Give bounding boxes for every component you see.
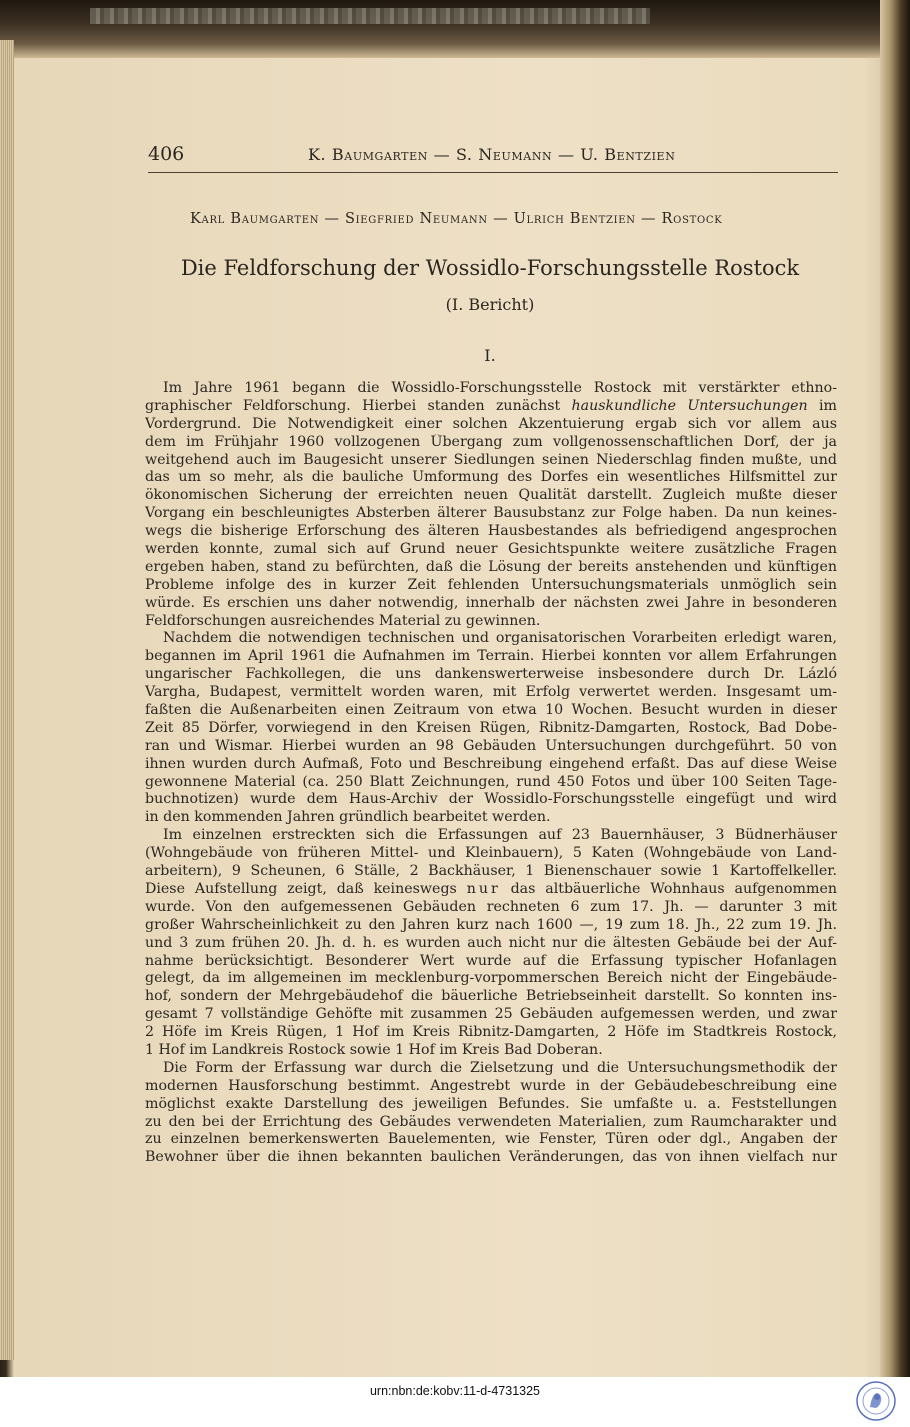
body-line: möglichst exakte Darstellung des jeweiligen Befundes. Sie umfaßte u. a. Feststellungen xyxy=(145,1095,837,1112)
body-line: 1 Hof im Landkreis Rostock sowie 1 Hof im Kreis Bad Doberan. xyxy=(145,1041,603,1058)
body-line: Im einzelnen erstreckten sich die Erfassungen auf 23 Bauernhäuser, 3 Büdnerhäuser xyxy=(163,827,837,844)
body-line: (Wohngebäude von früheren Mittel- und Kleinbauern), 5 Katen (Wohngebäude von Land- xyxy=(145,845,837,862)
page-number: 406 xyxy=(148,143,185,165)
body-line: hof, sondern der Mehrgebäudehof die bäuerliche Betriebseinheit darstellt. So konnten ins- xyxy=(145,988,837,1005)
body-line: faßten die Außenarbeiten einen Zeitraum von etwa 10 Wochen. Besucht wurden in dieser xyxy=(145,702,837,719)
article-title: Die Feldforschung der Wossidlo-Forschungsstelle Rostock xyxy=(180,256,800,280)
body-line: Feldforschungen ausreichendes Material zu gewinnen. xyxy=(145,612,541,629)
urn-identifier[interactable]: urn:nbn:de:kobv:11-d-4731325 xyxy=(369,1384,541,1398)
spaced-emphasis: nur xyxy=(466,880,501,897)
body-line: dem im Frühjahr 1960 vollzogenen Übergang zum vollgenossenschaftlichen Dorf, der ja xyxy=(145,433,837,450)
body-line: ihnen wurden durch Aufmaß, Foto und Beschreibung eingehend erfaßt. Das auf diese Weise xyxy=(145,755,837,772)
body-line: werden konnte, zumal sich auf Grund neuer Gesichtspunkte weitere zusätzliche Fragen xyxy=(145,541,837,558)
body-line: Im Jahre 1961 begann die Wossidlo-Forschungsstelle Rostock mit verstärkter ethno- xyxy=(163,380,837,396)
body-line: Bewohner über die ihnen bekannten baulichen Veränderungen, das von ihnen vielfach nur xyxy=(145,1149,837,1166)
body-line: ökonomischen Sicherung der erreichten neuen Qualität darstellt. Zugleich mußte dieser xyxy=(145,487,837,504)
emphasis-text: hauskundliche Untersuchungen xyxy=(571,397,808,414)
body-line: zu einzelnen bemerkenswerten Bauelementen, wie Fenster, Türen oder dgl., Angaben der xyxy=(145,1131,837,1148)
body-line: Vordergrund. Die Notwendigkeit einer solchen Akzentuierung ergab sich vor allem aus xyxy=(145,415,837,432)
body-line: Die Form der Erfassung war durch die Zielsetzung und die Untersuchungsmethodik der xyxy=(163,1059,837,1076)
body-line: gelegt, da im allgemeinen im mecklenburg-vorpommerschen Bereich nicht der Eingebäude- xyxy=(145,970,837,987)
body-line: Nachdem die notwendigen technischen und organisatorischen Vorarbeiten erledigt waren, xyxy=(163,630,837,647)
body-line: gewonnene Material (ca. 250 Blatt Zeichnungen, rund 450 Fotos und über 100 Seiten Tage- xyxy=(145,773,837,790)
running-title: K. Baumgarten — S. Neumann — U. Bentzien xyxy=(308,145,676,164)
body-line: und 3 zum frühen 20. Jh. d. h. es wurden auch nicht nur die ältesten Gebäude bei der Auf- xyxy=(145,934,837,951)
body-line: Diese Aufstellung zeigt, daß keineswegs nur das altbäuerliche Wohnhaus aufgenommen xyxy=(145,880,837,897)
body-line: buchnotizen) wurde dem Haus-Archiv der Wossidlo-Forschungsstelle eingefügt und wird xyxy=(145,791,837,808)
body-line: wurde. Von den aufgemessenen Gebäuden rechneten 6 zum 17. Jh. — darunter 3 mit xyxy=(145,898,837,915)
body-line: Probleme infolge des in kurzer Zeit fehlenden Untersuchungsmaterials unmöglich sein xyxy=(145,576,837,593)
article-authors: Karl Baumgarten — Siegfried Neumann — Ulrich Bentzien — Rostock xyxy=(190,211,723,227)
body-line: ergeben haben, stand zu befürchten, daß die Lösung der bereits anstehenden und künftigen xyxy=(145,558,837,575)
body-line: weitgehend auch im Baugesicht unserer Siedlungen seinen Niederschlag finden mußte, und xyxy=(145,451,837,468)
body-line: begannen im April 1961 die Aufnahmen im Terrain. Hierbei konnten vor allem Erfahrungen xyxy=(145,648,837,665)
running-header xyxy=(148,142,838,173)
body-line: das um so mehr, als die bauliche Umformung des Dorfes ein wesentliches Hilfsmittel zur xyxy=(145,469,837,486)
body-line: Zeit 85 Dörfer, vorwiegend in den Kreisen Rügen, Ribnitz-Damgarten, Rostock, Bad Dobe- xyxy=(145,719,837,736)
body-line: in den kommenden Jahren gründlich bearbeitet werden. xyxy=(145,809,551,826)
article-body xyxy=(145,380,837,1167)
body-line: arbeitern), 9 Scheunen, 6 Ställe, 2 Backhäuser, 1 Bienenschauer sowie 1 Kartoffelkeller. xyxy=(145,863,837,880)
section-heading: I. xyxy=(484,346,496,365)
article-subtitle: (I. Bericht) xyxy=(445,295,535,314)
body-line: gesamt 7 vollständige Gehöfte mit zusammen 25 Gebäuden aufgemessen werden, und zwar xyxy=(145,1006,837,1023)
body-line: würde. Es erschien uns daher notwendig, innerhalb der nächsten zwei Jahre in besonderen xyxy=(145,594,837,611)
body-line: Vorgang ein beschleunigtes Absterben älterer Bausubstanz zur Folge haben. Da nun keines- xyxy=(145,505,837,522)
body-line: zu den bei der Errichtung des Gebäudes verwendeten Materialien, zum Raumcharakter und xyxy=(145,1113,837,1130)
body-line: Vargha, Budapest, vermittelt worden waren, mit Erfolg verwertet werden. Insgesamt um- xyxy=(145,684,837,701)
body-line: nahme berücksichtigt. Besonderer Wert wurde auf die Erfassung typischer Hofanlagen xyxy=(145,952,837,969)
body-line: wegs die bisherige Erforschung des älteren Hausbestandes als befriedigend angesprochen xyxy=(145,523,837,540)
body-line: modernen Hausforschung bestimmt. Angestrebt wurde in der Gebäudebeschreibung eine xyxy=(145,1077,837,1094)
body-line: 2 Höfe im Kreis Rügen, 1 Hof im Kreis Ribnitz-Damgarten, 2 Höfe im Stadtkreis Rostock, xyxy=(145,1024,837,1041)
body-line: ran und Wismar. Hierbei wurden an 98 Gebäuden Untersuchungen durchgeführt. 50 von xyxy=(145,737,837,754)
university-seal-icon xyxy=(855,1380,897,1422)
body-line: ungarischer Fachkollegen, die uns dankenswerterweise insbesondere durch Dr. Lázló xyxy=(145,666,837,683)
body-line: großer Wahrscheinlichkeit zu den Jahren kurz nach 1600 —, 19 zum 18. Jh., 22 zum 19. Jh. xyxy=(145,916,837,933)
body-line: graphischer Feldforschung. Hierbei standen zunächst hauskundliche Untersuchungen im xyxy=(145,397,837,414)
